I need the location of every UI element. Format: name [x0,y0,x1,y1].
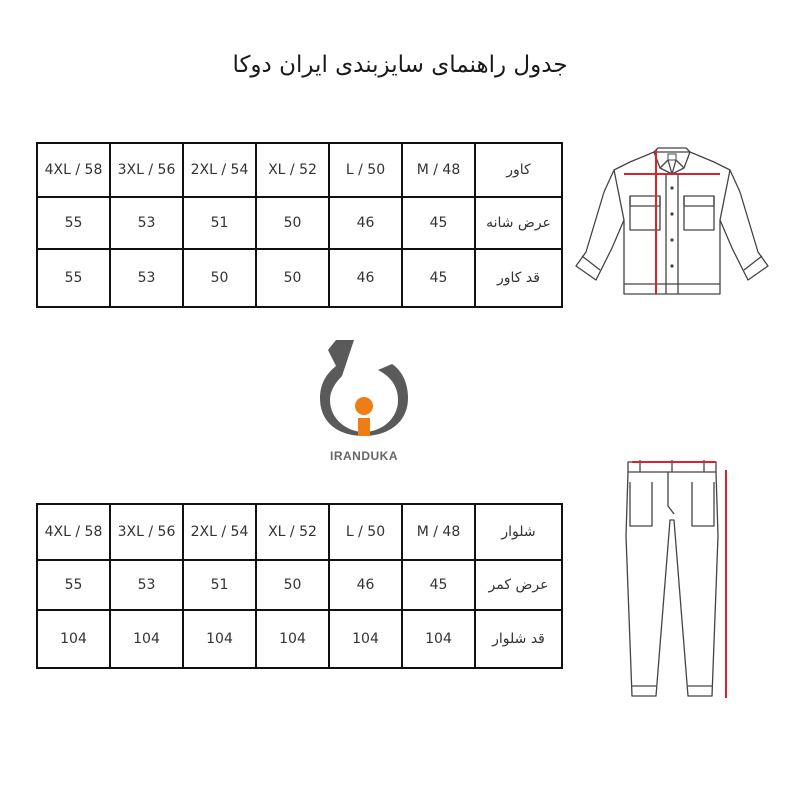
table-cell: 53 [110,197,183,249]
table-header-row [37,504,562,560]
table-cell: 50 [183,249,256,307]
size-header-cell: 2XL / 54 [183,504,256,560]
size-header-cell: 3XL / 56 [110,143,183,197]
jacket-outline-icon [572,144,772,300]
page-title: جدول راهنمای سایزبندی ایران دوکا [232,52,568,78]
size-header-cell: XL / 52 [256,504,329,560]
table-cell: 50 [256,249,329,307]
table-cell: 104 [110,610,183,668]
table-cell: 51 [183,197,256,249]
size-header-cell: L / 50 [329,504,402,560]
table-cell: 104 [402,610,475,668]
size-header-cell: 3XL / 56 [110,504,183,560]
row-label: عرض شانه [475,197,562,249]
jacket-size-table [36,142,563,308]
size-header-cell: 4XL / 58 [37,143,110,197]
size-header-cell: M / 48 [402,143,475,197]
row-label: عرض کمر [475,560,562,610]
table-cell: 46 [329,249,402,307]
pants-size-table [36,503,563,669]
table-cell: 104 [329,610,402,668]
table-cell: 46 [329,197,402,249]
table-cell: 50 [256,560,329,610]
table-header-label: شلوار [475,504,562,560]
table-cell: 53 [110,249,183,307]
size-header-cell: 2XL / 54 [183,143,256,197]
table-row [37,560,562,610]
size-header-cell: 4XL / 58 [37,504,110,560]
size-header-cell: L / 50 [329,143,402,197]
table-cell: 45 [402,197,475,249]
table-row [37,249,562,307]
table-header-row [37,143,562,197]
size-header-cell: M / 48 [402,504,475,560]
table-cell: 55 [37,197,110,249]
table-cell: 104 [183,610,256,668]
table-row [37,610,562,668]
table-cell: 45 [402,560,475,610]
table-cell: 104 [256,610,329,668]
row-label: قد کاور [475,249,562,307]
table-cell: 50 [256,197,329,249]
table-row [37,197,562,249]
table-header-label: کاور [475,143,562,197]
brand-name: IRANDUKA [330,449,398,463]
row-label: قد شلوار [475,610,562,668]
table-cell: 55 [37,560,110,610]
table-cell: 51 [183,560,256,610]
table-cell: 45 [402,249,475,307]
table-cell: 53 [110,560,183,610]
table-cell: 55 [37,249,110,307]
size-header-cell: XL / 52 [256,143,329,197]
table-cell: 46 [329,560,402,610]
pants-outline-icon [618,456,736,702]
table-cell: 104 [37,610,110,668]
iranduka-logo [316,336,412,436]
